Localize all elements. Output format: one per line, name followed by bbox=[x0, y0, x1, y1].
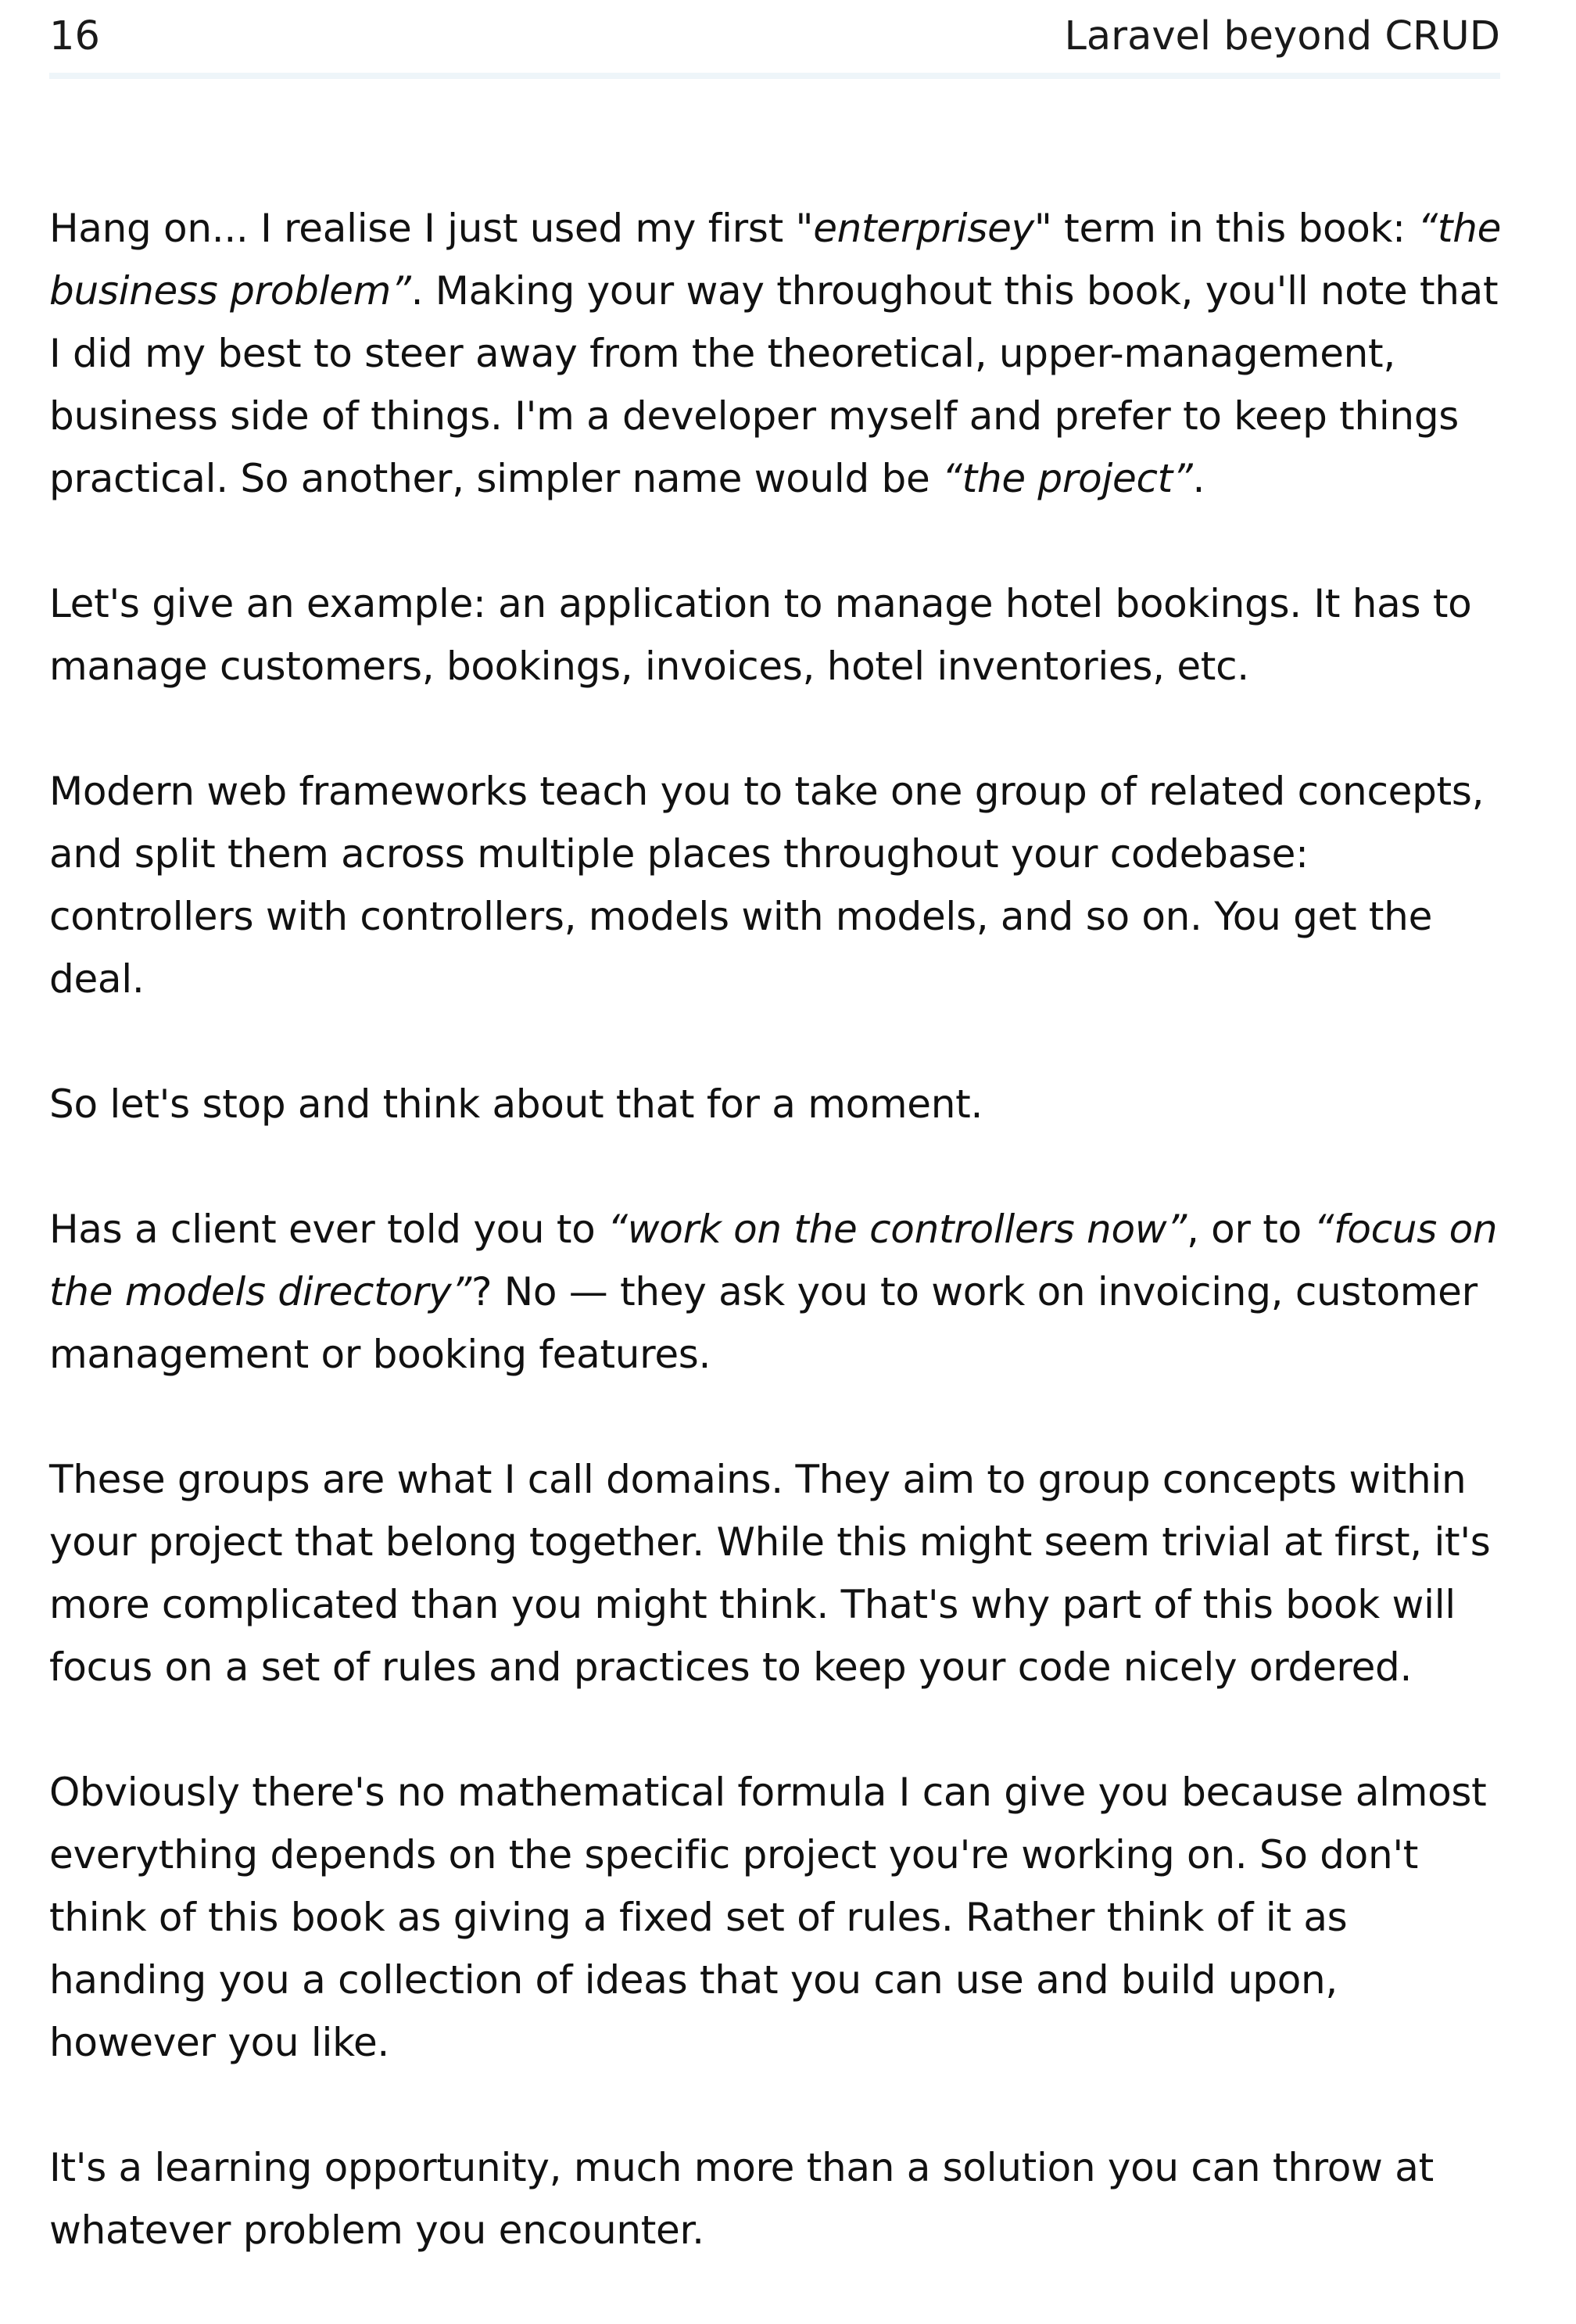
page-header bbox=[49, 9, 1500, 64]
page-number: 16 bbox=[49, 13, 100, 59]
paragraph-2: Let's give an example: an application to manage hotel bookings. It has to manage customers, bookings, invoices, hotel inventories, etc. bbox=[49, 581, 1472, 689]
paragraph-1 bbox=[49, 197, 1511, 510]
paragraph-3: Modern web frameworks teach you to take one group of related concepts, and split them across multiple places throughout your codebase: controllers with controllers, models with models, and so on. You get the deal. bbox=[49, 769, 1485, 1002]
paragraph-1-text-e: . Making your way throughout this book, you'll note that I did my best to steer away from the theoretical, upper-management, business side of things. I'm a developer myself and prefer to keep things practical. So another, simpler name would be bbox=[49, 268, 1499, 501]
paragraph-6: These groups are what I call domains. They aim to group concepts within your project that belong together. While this might seem trivial at first, it's more complicated than you might think. That's why part of this book will focus on a set of rules and practices to keep your code nicely ordered. bbox=[49, 1457, 1491, 1690]
paragraph-5-emphasis-models-directory: “focus on the models directory” bbox=[49, 1207, 1498, 1314]
paragraph-1-emphasis-enterprisey: "enterprisey" bbox=[795, 206, 1052, 251]
paragraph-1-text-g: . bbox=[1192, 456, 1205, 501]
paragraph-1-emphasis-business-problem: “the business problem” bbox=[49, 206, 1502, 314]
paragraph-7: Obviously there's no mathematical formula I can give you because almost everything depends on the specific project you're working on. So don't think of this book as giving a fixed set of rules. Rather think of it as handing you a collection of ideas that you can use and build upon, however you like. bbox=[49, 1770, 1487, 2065]
header-divider bbox=[49, 73, 1500, 79]
page-body bbox=[49, 197, 1511, 2324]
paragraph-1-emphasis-the-project: “the project” bbox=[942, 456, 1193, 501]
paragraph-5-emphasis-controllers: “work on the controllers now” bbox=[607, 1207, 1187, 1252]
paragraph-5-text-e: ? No — they ask you to work on invoicing, customer management or booking features. bbox=[49, 1269, 1478, 1377]
paragraph-1-text-c: term in this book: bbox=[1051, 206, 1418, 251]
paragraph-4: So let's stop and think about that for a moment. bbox=[49, 1081, 983, 1127]
book-title: Laravel beyond CRUD bbox=[1064, 13, 1500, 59]
paragraph-5 bbox=[49, 1198, 1511, 1386]
paragraph-5-text-a: Has a client ever told you to bbox=[49, 1207, 608, 1252]
paragraph-1-text-a: Hang on... I realise I just used my first bbox=[49, 206, 796, 251]
paragraph-8: It's a learning opportunity, much more than a solution you can throw at whatever problem you encounter. bbox=[49, 2145, 1434, 2253]
paragraph-5-text-c: , or to bbox=[1186, 1207, 1314, 1252]
